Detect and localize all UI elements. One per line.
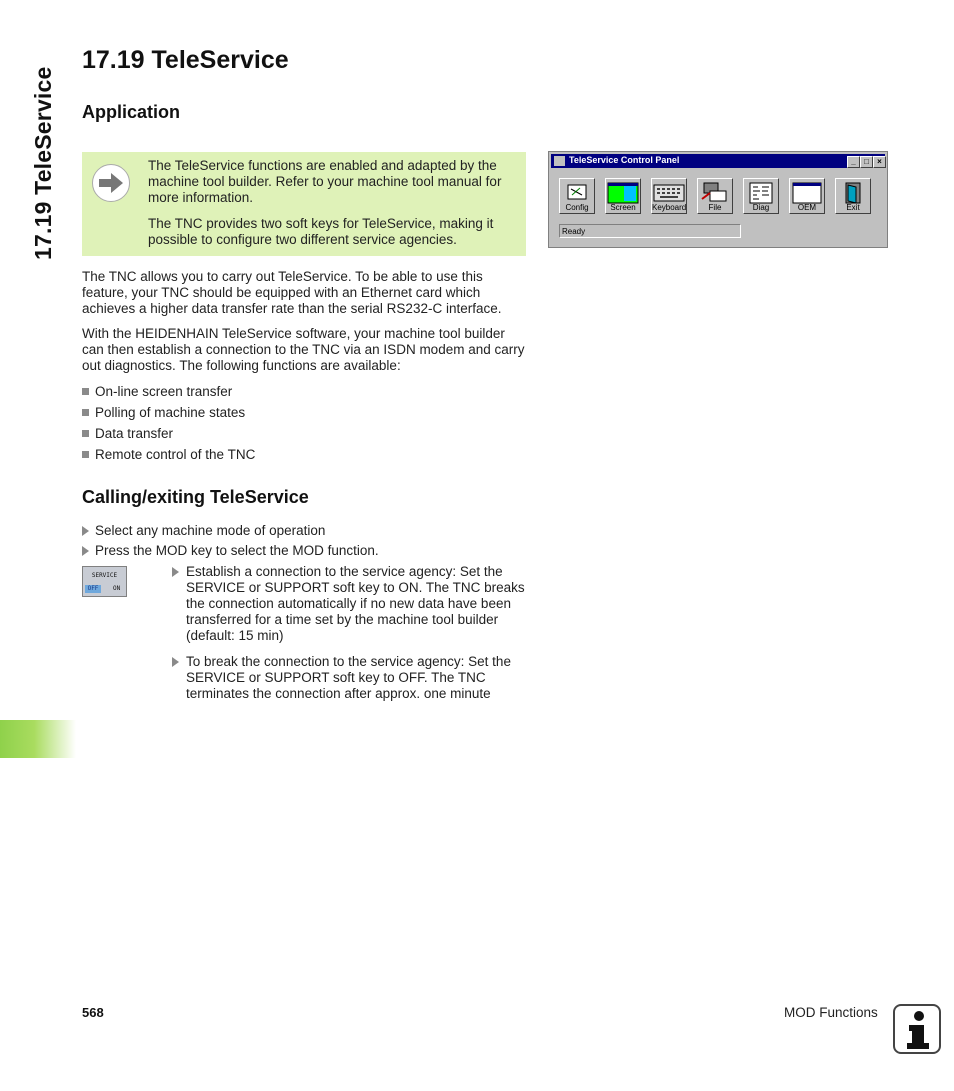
info-icon [893,1004,941,1054]
config-icon [560,181,594,205]
side-chapter-title: 17.19 TeleService [30,66,56,260]
oem-button[interactable]: OEM [789,178,825,214]
maximize-icon[interactable]: □ [860,156,873,168]
diag-button[interactable]: Diag [743,178,779,214]
paragraph-software: With the HEIDENHAIN TeleService software, your machine tool builder can then establish a connection to the TNC via an ISDN modem and carry out diagnostics. The following functions are available: [82,326,525,373]
file-icon [698,181,732,205]
step-item: Select any machine mode of operation [82,523,325,539]
note-text-2: The TNC provides two soft keys for TeleService, making it possible to configure two different service agencies. [148,216,494,247]
page-title: 17.19 TeleService [82,46,289,74]
keyboard-icon [652,181,686,205]
note-text-1: The TeleService functions are enabled and adapted by the machine tool builder. Refer to your machine tool manual for more information. [148,158,502,205]
list-item: Polling of machine states [82,405,245,421]
oem-icon [790,181,824,205]
minimize-icon[interactable]: _ [847,156,860,168]
page-number: 568 [82,1005,104,1020]
section-heading-application: Application [82,102,180,122]
softkey-on: ON [113,585,121,592]
window-titlebar [551,154,885,168]
step-item: Press the MOD key to select the MOD function. [82,543,379,559]
chapter-tab [0,720,76,758]
config-button[interactable]: Config [559,178,595,214]
sub-step-item: To break the connection to the service agency: Set the SERVICE or SUPPORT soft key to OFF. The TNC terminates the connection after approx. one minute [172,654,528,702]
list-item: On-line screen transfer [82,384,232,400]
status-bar: Ready [559,224,741,238]
teleservice-window [548,151,888,248]
list-item: Remote control of the TNC [82,447,255,463]
screen-icon [606,181,640,205]
exit-button[interactable]: Exit [835,178,871,214]
service-softkey[interactable] [82,566,127,597]
list-item: Data transfer [82,426,173,442]
close-icon[interactable]: × [873,156,886,168]
keyboard-button[interactable]: Keyboard [651,178,687,214]
softkey-off: OFF [85,585,101,593]
footer-section: MOD Functions [784,1005,878,1020]
window-title: TeleService Control Panel [569,155,680,165]
section-heading-calling: Calling/exiting TeleService [82,487,309,507]
sub-step-item: Establish a connection to the service agency: Set the SERVICE or SUPPORT soft key to ON. The TNC breaks the connection automatically if no new data have been transferred for a time set by the machine tool builder (default: 15 min) [172,564,528,644]
app-icon [554,156,565,166]
arrow-right-icon [92,164,130,202]
paragraph-intro: The TNC allows you to carry out TeleService. To be able to use this feature, your TNC should be equipped with an Ethernet card which achieves a higher data transfer rate than the serial RS232-C interface. [82,269,502,316]
exit-door-icon [836,181,870,205]
diag-icon [744,181,778,205]
note-box [82,152,526,256]
file-button[interactable]: File [697,178,733,214]
softkey-label: SERVICE [91,572,118,579]
screen-button[interactable]: Screen [605,178,641,214]
